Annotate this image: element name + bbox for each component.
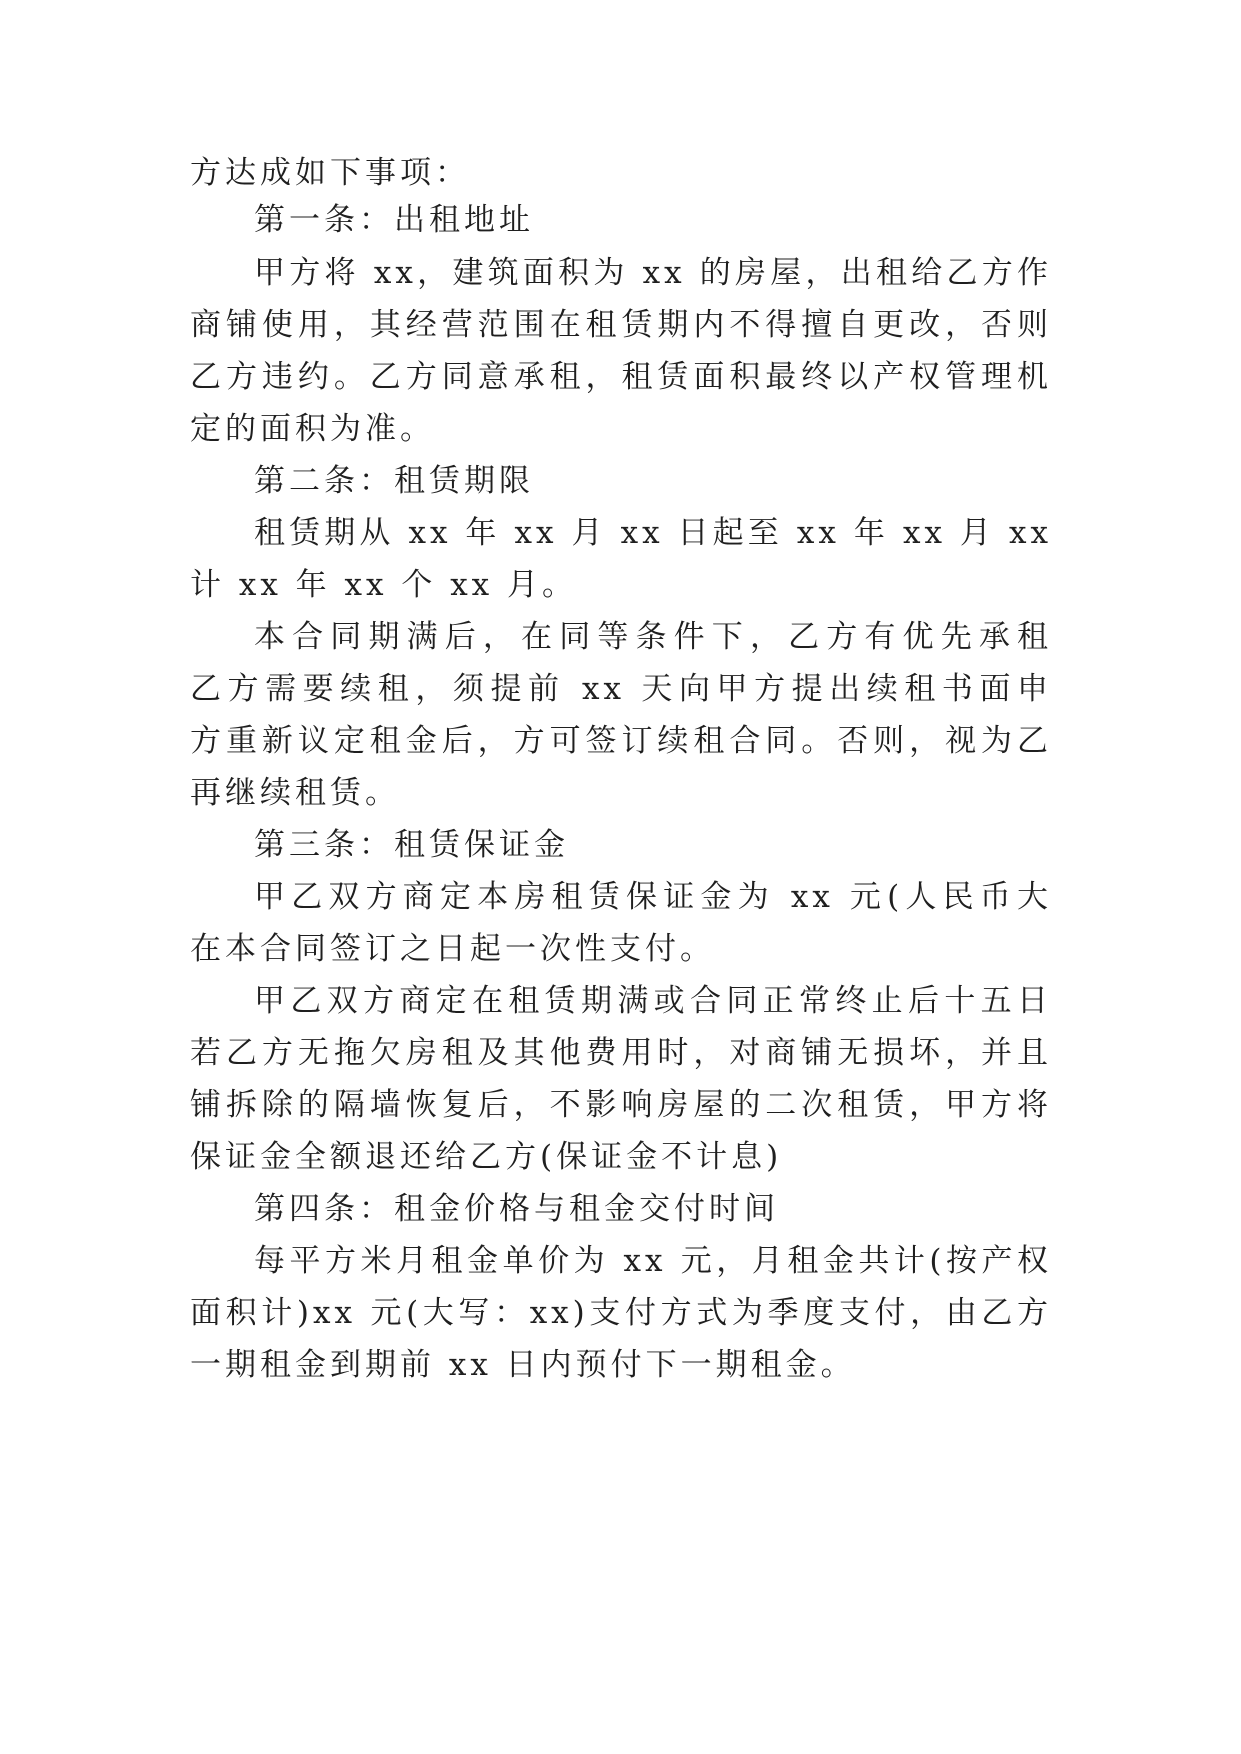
article-2-heading: 第二条：租赁期限 xyxy=(254,463,534,499)
text-line: 甲方将 xx，建筑面积为 xx 的房屋，出租给乙方作 xyxy=(254,255,1052,291)
text-line: 定的面积为准。 xyxy=(190,411,435,447)
article-4-heading: 第四条：租金价格与租金交付时间 xyxy=(254,1191,779,1227)
article-1-heading: 第一条：出租地址 xyxy=(254,202,534,238)
text-line: 再继续租赁。 xyxy=(190,775,400,811)
text-line: 乙方违约。乙方同意承租，租赁面积最终以产权管理机 xyxy=(190,359,1052,395)
text-line: 铺拆除的隔墙恢复后，不影响房屋的二次租赁，甲方将 xyxy=(190,1087,1052,1123)
article-3-heading: 第三条：租赁保证金 xyxy=(254,827,569,863)
text-line: 本合同期满后，在同等条件下，乙方有优先承租 xyxy=(254,619,1052,655)
text-line: 在本合同签订之日起一次性支付。 xyxy=(190,931,715,967)
text-line: 方重新议定租金后，方可签订续租合同。否则，视为乙 xyxy=(190,723,1052,759)
text-line: 商铺使用，其经营范围在租赁期内不得擅自更改，否则 xyxy=(190,307,1052,343)
text-line: 每平方米月租金单价为 xx 元，月租金共计(按产权 xyxy=(254,1243,1052,1279)
text-line: 计 xx 年 xx 个 xx 月。 xyxy=(190,567,578,603)
text-line: 甲乙双方商定本房租赁保证金为 xx 元(人民币大 xyxy=(254,879,1052,915)
text-line: 一期租金到期前 xx 日内预付下一期租金。 xyxy=(190,1347,856,1383)
text-line: 面积计)xx 元(大写：xx)支付方式为季度支付，由乙方 xyxy=(190,1295,1052,1331)
text-line: 保证金全额退还给乙方(保证金不计息) xyxy=(190,1139,783,1175)
text-line: 甲乙双方商定在租赁期满或合同正常终止后十五日 xyxy=(254,983,1052,1019)
text-line: 租赁期从 xx 年 xx 月 xx 日起至 xx 年 xx 月 xx xyxy=(254,515,1052,551)
text-line: 乙方需要续租，须提前 xx 天向甲方提出续租书面申 xyxy=(190,671,1052,707)
text-line: 方达成如下事项： xyxy=(190,155,470,191)
text-line: 若乙方无拖欠房租及其他费用时，对商铺无损坏，并且 xyxy=(190,1035,1052,1071)
